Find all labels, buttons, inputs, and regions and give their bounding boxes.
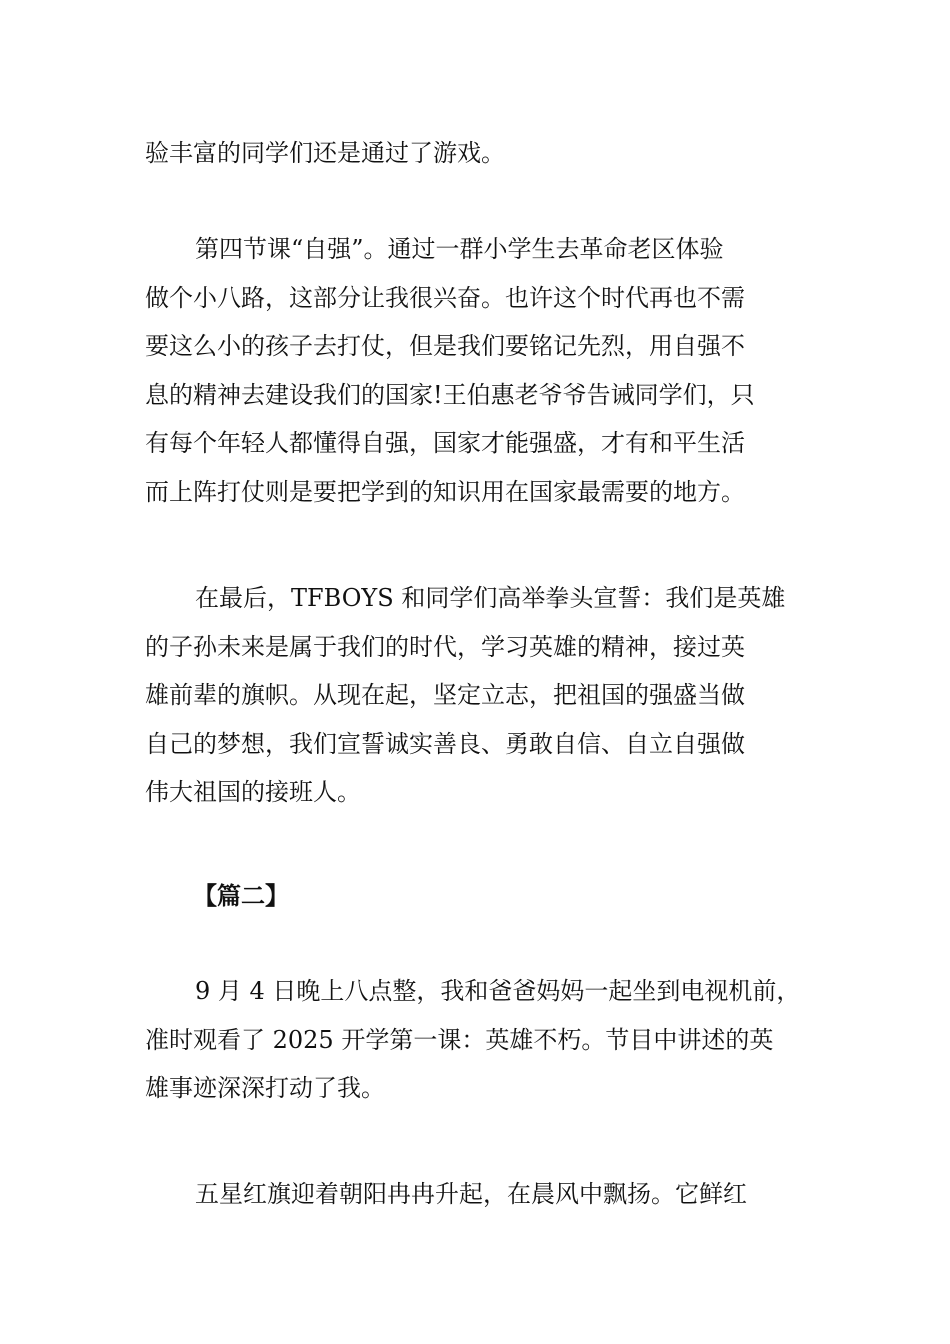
paragraph-flag: 五星红旗迎着朝阳冉冉升起，在晨风中飘扬。它鲜红 [195,1180,747,1208]
section-heading: 【篇二】 [193,881,289,910]
paragraph-oath: 在最后，TFBOYS 和同学们高举拳头宣誓：我们是英雄 的子孙未来是属于我们的时代，学习英雄的精神，接过英 雄前辈的旗帜。从现在起，坚定立志，把祖国的强盛当做 自己的梦想，我们宣誓诚实善良、勇敢自信、自立自强做 伟大祖国的接班人。 [145,584,786,807]
paragraph-watching-tv: 9 月 4 日晚上八点整，我和爸爸妈妈一起坐到电视机前， 准时观看了 2025 开学第一课：英雄不朽。节目中讲述的英 雄事迹深深打动了我。 [145,977,801,1103]
paragraph-continuation: 验丰富的同学们还是通过了游戏。 [145,139,505,167]
paragraph-self-strengthening: 第四节课“自强”。通过一群小学生去革命老区体验 做个小八路，这部分让我很兴奋。也许这个时代再也不需 要这么小的孩子去打仗，但是我们要铭记先烈，用自强不 息的精神去建设我们的国家!王伯惠老爷爷告诫同学们，只 有每个年轻人都懂得自强，国家才能强盛，才有和平生活 而上阵打仗则是要把学到的知识用在国家最需要的地方。 [145,235,755,506]
